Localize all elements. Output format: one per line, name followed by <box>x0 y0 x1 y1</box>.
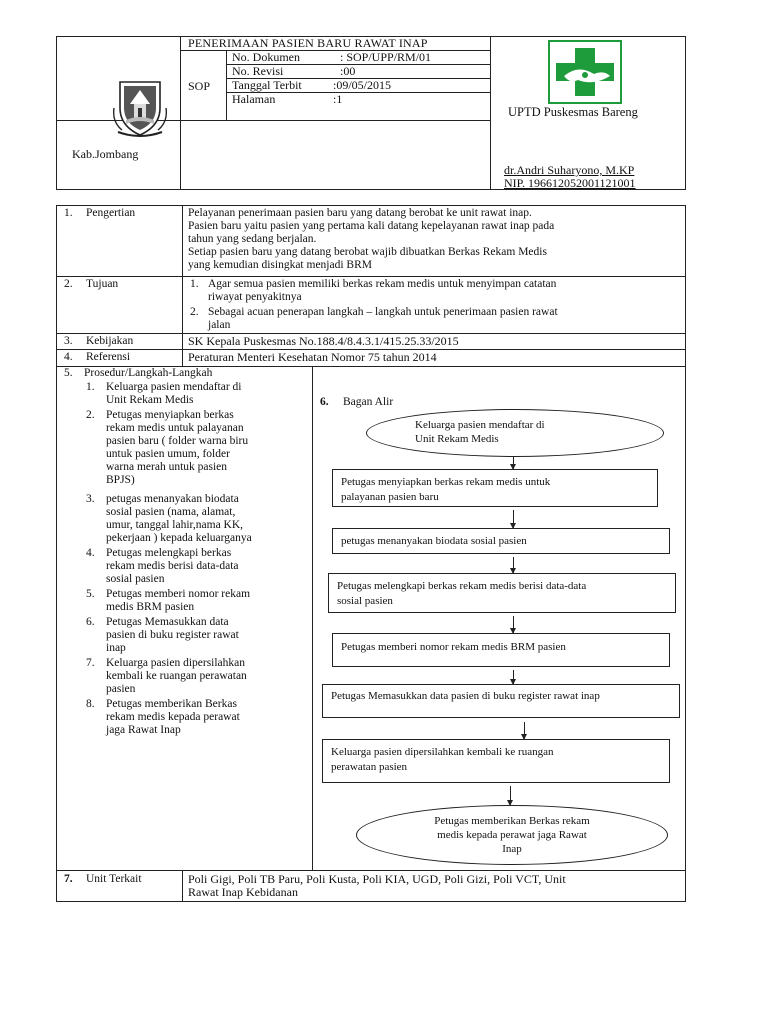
flow-step-box <box>332 633 670 667</box>
pengertian-line: Pelayanan penerimaan pasien baru yang datang berobat ke unit rawat inap. <box>188 207 532 219</box>
flow-step-box <box>328 573 676 613</box>
flow-text: palayanan pasien baru <box>341 491 439 503</box>
tujuan-item-text: Agar semua pasien memiliki berkas rekam medis untuk menyimpan catatan <box>208 278 557 290</box>
step-line: umur, tanggal lahir,nama KK, <box>106 519 244 531</box>
step-number: 3. <box>86 493 95 505</box>
step-line: petugas menanyakan biodata <box>106 493 239 505</box>
step-line: kembali ke ruangan perawatan <box>106 670 247 682</box>
regency-emblem <box>112 78 168 138</box>
flow-text: medis kepada perawat jaga Rawat <box>437 829 587 841</box>
section-4-number: 4. <box>64 351 73 363</box>
section-6-label: Bagan Alir <box>343 396 394 408</box>
flow-arrow <box>513 510 514 528</box>
revision-value: :00 <box>340 64 356 78</box>
procedure-step <box>80 409 310 487</box>
step-number: 1. <box>86 381 95 393</box>
signer-nip: NIP. 196612052001121001 <box>504 176 636 190</box>
step-line: warna merah untuk pasien <box>106 461 228 473</box>
flow-arrow <box>510 786 511 805</box>
procedure-step <box>80 616 310 655</box>
step-line: Petugas melengkapi berkas <box>106 547 232 559</box>
step-number: 5. <box>86 588 95 600</box>
flow-start-oval <box>366 409 664 457</box>
doc-number-label: No. Dokumen <box>232 50 300 64</box>
step-line: sosial pasien <box>106 573 165 585</box>
flow-arrow <box>524 722 525 739</box>
section-1-number: 1. <box>64 207 73 219</box>
unit-terkait-text: Poli Gigi, Poli TB Paru, Poli Kusta, Poli KIA, UGD, Poli Gizi, Poli VCT, Unit <box>188 872 566 886</box>
institution-name: UPTD Puskesmas Bareng <box>508 105 638 119</box>
step-number: 2. <box>86 409 95 421</box>
step-line: rekam medis kepada perawat <box>106 711 240 723</box>
content-label-divider-bottom <box>182 870 183 902</box>
tujuan-item-text: jalan <box>208 319 231 331</box>
signer-name: dr.Andri Suharyono, M.KP <box>504 163 635 177</box>
flow-text: Inap <box>502 843 522 855</box>
tujuan-item-text: Sebagai acuan penerapan langkah – langkah untuk penerimaan pasien rawat <box>208 306 558 318</box>
step-line: jaga Rawat Inap <box>106 724 181 736</box>
section-4-label: Referensi <box>86 351 131 363</box>
step-number: 7. <box>86 657 95 669</box>
tujuan-item-text: riwayat penyakitnya <box>208 291 302 303</box>
flow-text: Petugas melengkapi berkas rekam medis berisi data-data <box>337 580 587 592</box>
step-line: pasien di buku register rawat <box>106 629 239 641</box>
revision-label: No. Revisi <box>232 64 284 78</box>
content-label-divider-top <box>182 205 183 366</box>
tujuan-item-number: 2. <box>190 306 199 318</box>
section-1-label: Pengertian <box>86 207 136 219</box>
section-3-number: 3. <box>64 335 73 347</box>
flow-arrow <box>513 670 514 684</box>
referensi-text: Peraturan Menteri Kesehatan Nomor 75 tahun 2014 <box>188 350 437 364</box>
section-2-label: Tujuan <box>86 278 119 290</box>
procedure-step <box>80 493 310 545</box>
step-number: 6. <box>86 616 95 628</box>
procedure-step <box>80 657 310 696</box>
flow-step-box <box>322 739 670 783</box>
header-col-divider-1 <box>180 36 181 190</box>
puskesmas-logo <box>548 40 622 104</box>
flow-text: Keluarga pasien dipersilahkan kembali ke ruangan <box>331 746 554 758</box>
step-line: pasien <box>106 683 136 695</box>
sop-label: SOP <box>188 79 211 93</box>
pengertian-line: Pasien baru yaitu pasien yang pertama kali datang kepelayanan rawat inap pada <box>188 220 555 232</box>
doc-number-value: : SOP/UPP/RM/01 <box>340 50 432 64</box>
page-value: :1 <box>333 92 343 106</box>
procedure-step <box>80 698 310 737</box>
section-5-number: 5. <box>64 367 73 379</box>
step-line: Keluarga pasien dipersilahkan <box>106 657 246 669</box>
step-line: untuk pasien umum, folder <box>106 448 230 460</box>
flow-text: Keluarga pasien mendaftar di <box>415 419 545 431</box>
pengertian-line: Setiap pasien baru yang datang berobat wajib dibuatkan Berkas Rekam Medis <box>188 246 547 258</box>
tujuan-item-number: 1. <box>190 278 199 290</box>
header-col-divider-2 <box>490 36 491 190</box>
step-line: BPJS) <box>106 474 135 486</box>
flow-end-oval <box>356 805 668 865</box>
procedure-step <box>80 588 310 614</box>
flow-text: Petugas menyiapkan berkas rekam medis untuk <box>341 476 551 488</box>
section-6-number: 6. <box>320 396 329 408</box>
step-line: rekam medis berisi data-data <box>106 560 239 572</box>
pengertian-line: yang kemudian disingkat menjadi BRM <box>188 259 372 271</box>
step-line: medis BRM pasien <box>106 601 195 613</box>
step-line: Petugas menyiapkan berkas <box>106 409 234 421</box>
flow-text: petugas menanyakan biodata sosial pasien <box>341 535 527 547</box>
section-2-number: 2. <box>64 278 73 290</box>
step-line: pasien baru ( folder warna biru <box>106 435 249 447</box>
document-title: PENERIMAAN PASIEN BARU RAWAT INAP <box>188 36 428 50</box>
header-sop-divider <box>226 50 227 120</box>
unit-terkait-text: Rawat Inap Kebidanan <box>188 885 298 899</box>
region-name: Kab.Jombang <box>72 147 139 161</box>
flow-arrow <box>513 616 514 633</box>
section-7-number: 7. <box>64 873 73 885</box>
row-line-1 <box>56 276 686 277</box>
flow-step-box <box>322 684 680 718</box>
procedure-step <box>80 547 310 586</box>
pengertian-line: tahun yang sedang berjalan. <box>188 233 317 245</box>
step-line: Keluarga pasien mendaftar di <box>106 381 242 393</box>
section-7-label: Unit Terkait <box>86 873 142 885</box>
step-line: rekam medis untuk palayanan <box>106 422 244 434</box>
step-number: 8. <box>86 698 95 710</box>
procedure-steps <box>80 381 310 737</box>
flow-text: Petugas memberi nomor rekam medis BRM pasien <box>341 641 566 653</box>
header-row-line-4 <box>180 120 490 121</box>
section-5-label: Prosedur/Langkah-Langkah <box>84 367 213 379</box>
step-line: sosial pasien (nama, alamat, <box>106 506 236 518</box>
procedure-flow-divider <box>312 366 313 870</box>
step-line: Petugas Memasukkan data <box>106 616 229 628</box>
procedure-step <box>80 381 310 407</box>
flow-step-box <box>332 528 670 554</box>
step-number: 4. <box>86 547 95 559</box>
flow-text: perawatan pasien <box>331 761 408 773</box>
step-line: inap <box>106 642 126 654</box>
issue-date-value: :09/05/2015 <box>333 78 392 92</box>
issue-date-label: Tanggal Terbit <box>232 78 302 92</box>
flow-text: Unit Rekam Medis <box>415 433 499 445</box>
section-3-label: Kebijakan <box>86 335 134 347</box>
flow-text: sosial pasien <box>337 595 393 607</box>
row-line-5 <box>56 870 686 871</box>
flow-arrow <box>513 557 514 573</box>
section-1-text <box>188 207 682 272</box>
flow-arrow <box>513 457 514 469</box>
flow-step-box <box>332 469 658 507</box>
flow-text: Petugas memberikan Berkas rekam <box>434 815 590 827</box>
step-line: pekerjaan ) kepada keluarganya <box>106 532 252 544</box>
step-line: Petugas memberikan Berkas <box>106 698 237 710</box>
flow-text: Petugas Memasukkan data pasien di buku register rawat inap <box>331 690 600 702</box>
step-line: Petugas memberi nomor rekam <box>106 588 251 600</box>
step-line: Unit Rekam Medis <box>106 394 194 406</box>
kebijakan-text: SK Kepala Puskesmas No.188.4/8.4.3.1/415.25.33/2015 <box>188 334 459 348</box>
page-label: Halaman <box>232 92 276 106</box>
